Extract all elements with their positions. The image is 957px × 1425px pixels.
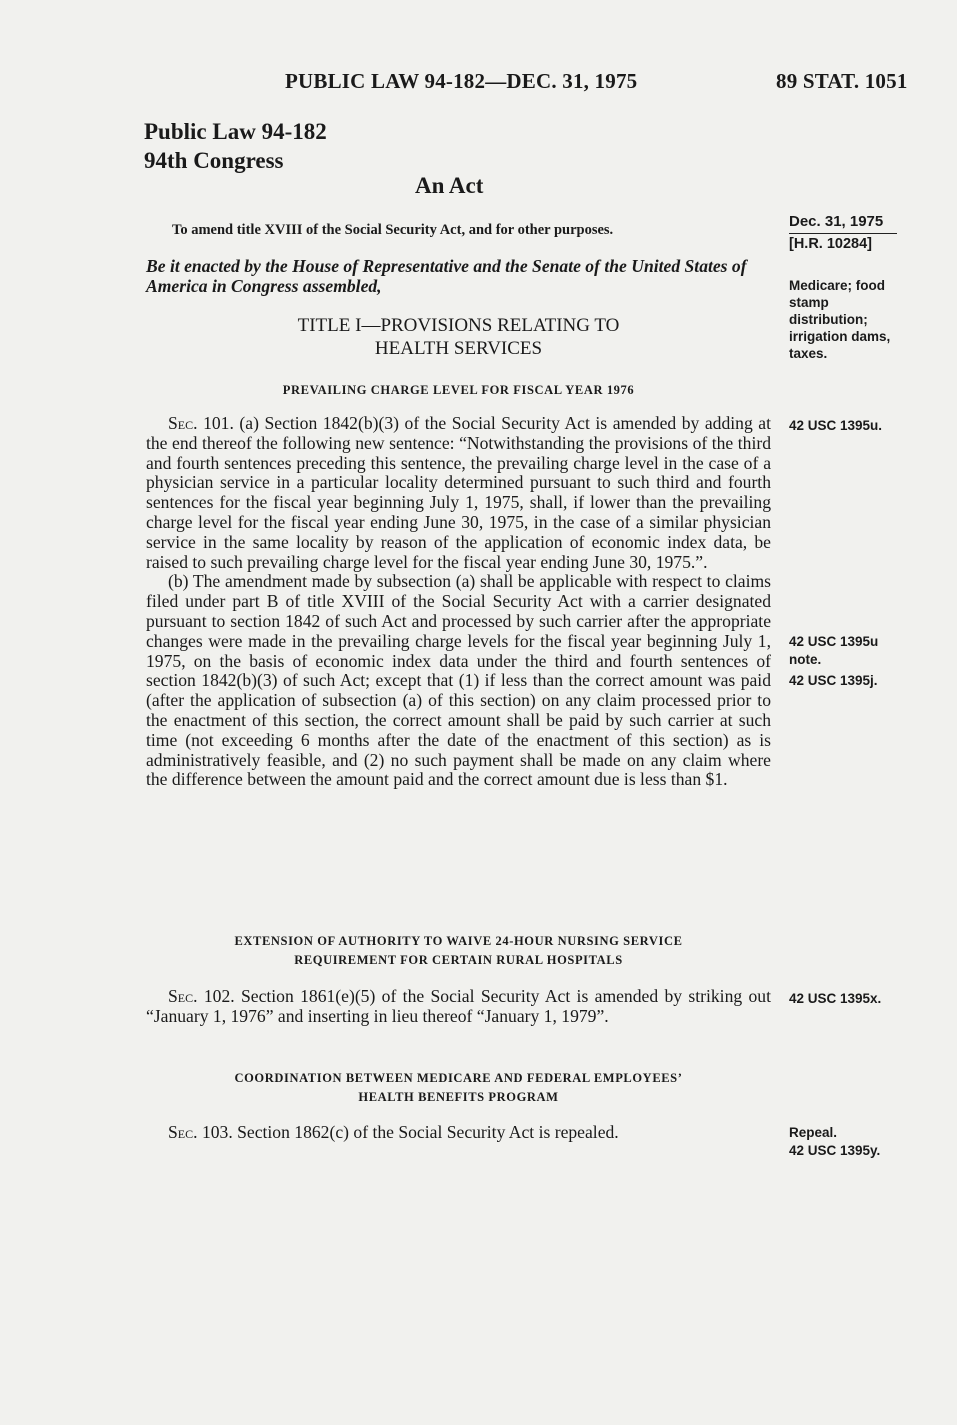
sec102-body [146,987,771,1027]
margin-date: Dec. 31, 1975 [789,213,884,230]
title-heading-line2: HEALTH SERVICES [374,338,543,359]
margin-citation-102: 42 USC 1395x. [789,991,882,1006]
law-identifier [144,117,327,175]
margin-topic: stamp [789,295,829,310]
margin-bill-number: [H.R. 10284] [789,236,873,252]
sec102-heading-line2: REQUIREMENT FOR CERTAIN RURAL HOSPITALS [294,953,623,967]
margin-topic: distribution; [789,312,868,327]
sec103-body [146,1123,771,1143]
long-title: To amend title XVIII of the Social Security Act, and for other purposes. [172,222,614,238]
sec101-para-a [146,414,771,572]
sec-label: Sec. [168,1122,198,1142]
stat-page-number: 89 STAT. 1051 [776,69,908,93]
sec101-body [146,414,771,790]
sec101-heading: PREVAILING CHARGE LEVEL FOR FISCAL YEAR 1976 [282,383,635,397]
margin-citation-103 [789,1124,880,1160]
sec-label: Sec. [168,986,198,1006]
margin-citation-101a: 42 USC 1395u. [789,418,883,433]
sec103-heading [146,1069,771,1107]
running-header: PUBLIC LAW 94-182—DEC. 31, 1975 [285,69,638,93]
act-heading: An Act [415,173,484,198]
margin-topic: taxes. [789,346,828,361]
margin-citation-101b [789,633,878,690]
title-heading [146,314,771,360]
margin-citation: 42 USC 1395y. [789,1143,881,1158]
public-law-number: Public Law 94-182 [144,119,327,144]
sec-label: Sec. [168,413,198,433]
congress-number: 94th Congress [144,148,284,173]
margin-citation: note. [789,652,822,667]
margin-topic: Medicare; food [789,278,886,293]
margin-topics [789,277,890,362]
title-heading-line1: TITLE I—PROVISIONS RELATING TO [297,315,620,336]
margin-repeal: Repeal. [789,1125,838,1140]
sec103-heading-line1: COORDINATION BETWEEN MEDICARE AND FEDERAL EMPLOYEES’ [234,1071,683,1085]
sec102-heading [146,932,771,970]
sec102-heading-line1: EXTENSION OF AUTHORITY TO WAIVE 24-HOUR NURSING SERVICE [234,934,683,948]
margin-citation: 42 USC 1395j. [789,673,878,688]
margin-topic: irrigation dams, [789,329,891,344]
margin-citation: 42 USC 1395u [789,634,879,649]
sec103-text: 103. Section 1862(c) of the Social Security Act is repealed. [201,1122,619,1142]
enacting-clause: Be it enacted by the House of Representative and the Senate of the United States of America in Congress assembled, [146,256,747,296]
margin-divider [789,233,897,234]
sec101-para-b: (b) The amendment made by subsection (a) shall be applicable with respect to claims filed under part B of title XVIII of the Social Security Act with a carrier designated pursuant to section 1842 of such Act and processed by such carrier after the appropriate changes were made in the prevailing charge levels for the fiscal year beginning July 1, 1975, on the basis of economic index data under the third and fourth sentences of section 1842(b)(3) of such Act; except that (1) if less than the correct amount was paid (after the application of subsection (a) of this section) on any claim processed prior to the enactment of this section, the correct amount shall be paid by such carrier at such time (not exceeding 6 months after the date of the enactment of this section) as is administratively feasible, and (2) no such payment shall be made on any claim where the difference between the amount paid and the correct amount due is less than $1. [146,571,771,790]
sec103-heading-line2: HEALTH BENEFITS PROGRAM [358,1090,559,1104]
sec102-text: 102. Section 1861(e)(5) of the Social Security Act is amended by striking out “January 1, 1976” and inserting in lieu thereof “January 1, 1979”. [146,986,771,1026]
sec101-para-a-text: 101. (a) Section 1842(b)(3) of the Social Security Act is amended by adding at the end thereof the following new sentence: “Notwithstanding the provisions of the third and fourth sentences preceding this sentence, the prevailing charge level in the case of a physician service in a particular locality determined pursuant to such third and fourth sentences for the fiscal year beginning July 1, 1975, shall, if lower than the prevailing charge level for the fiscal year ending June 30, 1975, in the case of a similar physician service in the same locality by reason of the application of economic index data, be raised to such prevailing charge level for the fiscal year ending June 30, 1975.”. [146,413,771,572]
